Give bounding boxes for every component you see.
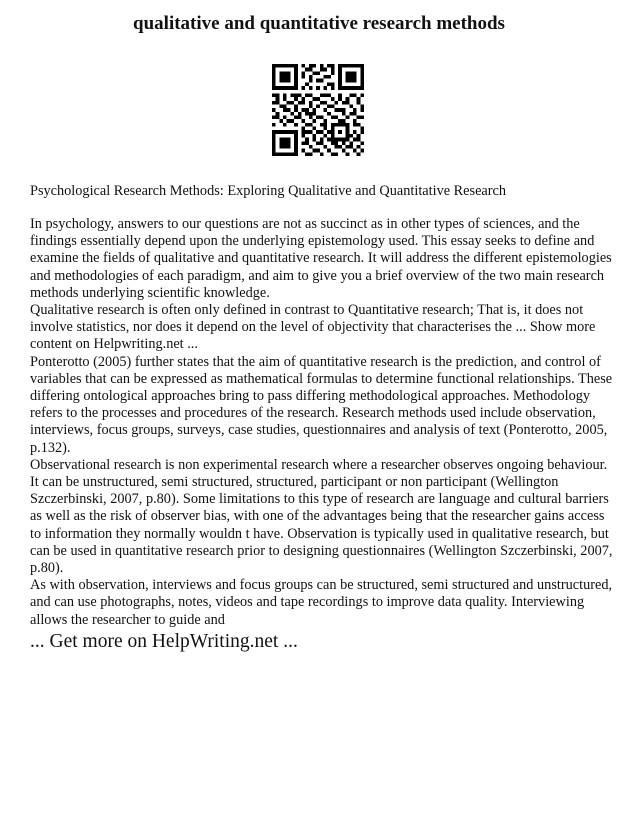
essay-paragraph: As with observation, interviews and focus groups can be structured, semi structured and unstructured, and can use photographs, notes, videos and tape recordings to improve data quality. Interviewing allows the researcher to guide and [30, 577, 613, 628]
essay-paragraph: Ponterotto (2005) further states that the aim of quantitative research is the prediction, and control of variables that can be expressed as mathematical formulas to determine functional relationships. These differing ontological approaches bring to pass differing methodological approaches. Methodology refers to the processes and procedures of the research. Research methods used include observation, interviews, focus groups, surveys, case studies, questionnaires and analysis of text (Ponterotto, 2005, p.132). [30, 353, 613, 456]
essay-paragraph: Qualitative research is often only defined in contrast to Quantitative research; That is, it does not involve statistics, nor does it depend on the level of objectivity that characterises the ... Show more content on Helpwriting.net ... [30, 302, 596, 353]
essay-subtitle: Psychological Research Methods: Exploring Qualitative and Quantitative Research [30, 183, 507, 199]
essay-paragraph: Observational research is non experimental research where a researcher observes ongoing behaviour. It can be unstructured, semi structured, structured, participant or non participant (Wellington Szczerbinski, 2007, p.80). Some limitations to this type of research are language and cultural barriers as well as the risk of observer bias, with one of the advantages being that the researcher gains access to information they normally wouldn t have. Observation is typically used in qualitative research, but can be used in quantitative research prior to designing questionnaires (Wellington Szczerbinski, 2007, p.80). [30, 456, 613, 577]
get-more-link[interactable]: ... Get more on HelpWriting.net ... [30, 631, 298, 652]
qr-code-icon [272, 64, 364, 156]
qr-code-graphic [272, 64, 364, 156]
essay-paragraph: In psychology, answers to our questions are not as succinct as in other types of sciences, and the findings essentially depend upon the underlying epistemology used. This essay seeks to define and examine the fields of qualitative and quantitative research. It will address the different epistemologies and methodologies of each paradigm, and aim to give you a brief overview of the two main research methods underlying scientific knowledge. [30, 216, 612, 301]
document-title: qualitative and quantitative research methods [133, 13, 505, 34]
essay-body [30, 216, 615, 629]
